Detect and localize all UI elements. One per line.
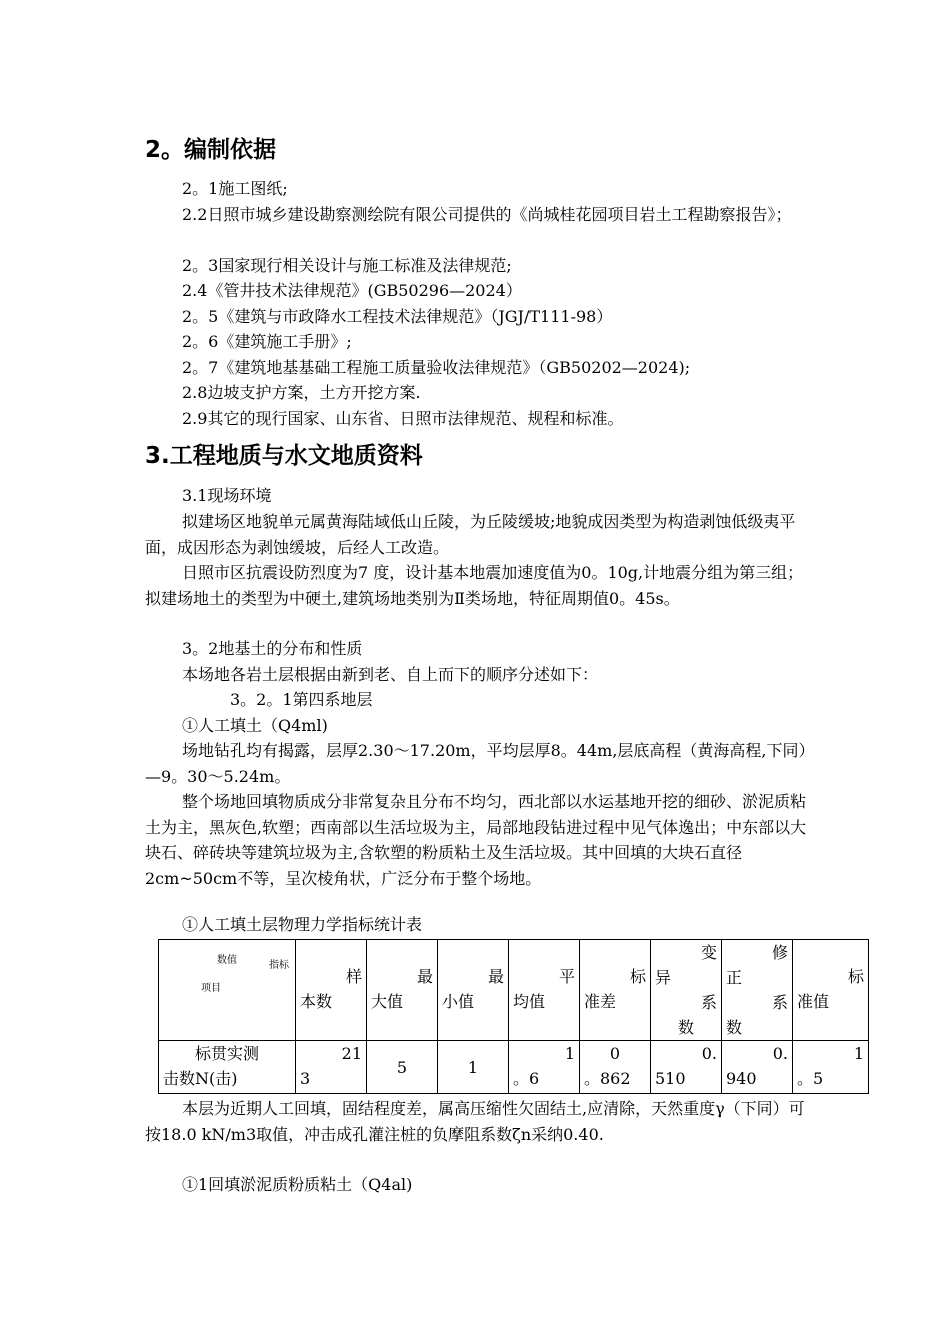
header-correction-coefficient: 修 正 系 数 xyxy=(722,940,793,1041)
header-mean-value: 平 均值 xyxy=(509,940,580,1041)
fill-soil-statistics-table xyxy=(158,939,869,1094)
cell-std-dev: 0 。862 xyxy=(580,1041,651,1094)
cell-sample-count: 21 3 xyxy=(296,1041,367,1094)
row-name-cell: 标贯实测 击数N(击) xyxy=(159,1041,296,1094)
header-corner-cell xyxy=(159,940,296,1041)
corner-value-label: 数值 xyxy=(217,955,237,966)
basis-item-2-4: 2.4《管井技术法律规范》(GB50296—2024） xyxy=(182,281,522,300)
soil-layers-intro: 本场地各岩土层根据由新到老、自上而下的顺序分述如下： xyxy=(182,665,599,684)
seismic-paragraph: 日照市区抗震设防烈度为7 度，设计基本地震加速度值为0。10g,计地震分组为第三组；拟建场地土的类型为中硬土,建筑场地类别为Ⅱ类场地，特征周期值0。45s。 xyxy=(145,563,804,608)
subsection-3-2-title: 3。2地基土的分布和性质 xyxy=(182,639,363,658)
header-min-value: 最 小值 xyxy=(438,940,509,1041)
section-2-title: 2。编制依据 xyxy=(145,137,277,163)
basis-item-2-3: 2。3国家现行相关设计与施工标准及法律规范; xyxy=(182,256,512,275)
table-row xyxy=(159,1041,869,1094)
subsection-3-2-1-title: 3。2。1第四系地层 xyxy=(230,690,373,709)
basis-item-2-9: 2.9其它的现行国家、山东省、日照市法律规范、规程和标准。 xyxy=(182,409,624,428)
section-3-title: 3.工程地质与水文地质资料 xyxy=(145,443,423,469)
basis-item-2-5: 2。5《建筑与市政降水工程技术法律规范》（JGJ/T111-98） xyxy=(182,307,613,326)
cell-variation-coefficient: 0. 510 xyxy=(651,1041,722,1094)
cell-min-value: 1 xyxy=(438,1041,509,1094)
corner-index-label: 指标 xyxy=(269,960,289,971)
cell-max-value: 5 xyxy=(367,1041,438,1094)
cell-correction-coefficient: 0. 940 xyxy=(722,1041,793,1094)
table-caption: ①人工填土层物理力学指标统计表 xyxy=(182,915,423,934)
header-sample-count: 样 本数 xyxy=(296,940,367,1041)
basis-item-2-7: 2。7《建筑地基基础工程施工质量验收法律规范》（GB50202—2024); xyxy=(182,358,691,377)
cell-standard-value: 1 。5 xyxy=(793,1041,869,1094)
basis-item-2-1: 2。1施工图纸; xyxy=(182,179,288,198)
layer-1-title: ①人工填土（Q4ml) xyxy=(182,716,328,735)
site-landform-paragraph: 拟建场区地貌单元属黄海陆域低山丘陵，为丘陵缓坡;地貌成因类型为构造剥蚀低级夷平面，成因形态为剥蚀缓坡，后经人工改造。 xyxy=(145,512,796,557)
table-header-row xyxy=(159,940,869,1041)
corner-item-label: 项目 xyxy=(201,983,221,994)
layer-1-thickness-paragraph: 场地钻孔均有揭露，层厚2.30～17.20m，平均层厚8。44m,层底高程（黄海高程,下同）—9。30～5.24m。 xyxy=(145,741,815,786)
layer-1-1-title: ①1回填淤泥质粉质粘土（Q4al) xyxy=(182,1175,413,1194)
cell-mean-value: 1 。6 xyxy=(509,1041,580,1094)
basis-item-2-8: 2.8边坡支护方案，土方开挖方案. xyxy=(182,383,421,402)
header-standard-value: 标 准值 xyxy=(793,940,869,1041)
header-max-value: 最 大值 xyxy=(367,940,438,1041)
layer-1-treatment-paragraph: 本层为近期人工回填，固结程度差，属高压缩性欠固结土,应清除，天然重度γ（下同）可按18.0 kN/m3取值，冲击成孔灌注桩的负摩阻系数ζn采纳0.40. xyxy=(145,1099,805,1144)
basis-item-2-2: 2.2日照市城乡建设勘察测绘院有限公司提供的《尚城桂花园项目岩土工程勘察报告》； xyxy=(182,205,792,224)
layer-1-composition-paragraph: 整个场地回填物质成分非常复杂且分布不均匀，西北部以水运基地开挖的细砂、淤泥质粘土为主，黑灰色,软塑；西南部以生活垃圾为主，局部地段钻进过程中见气体逸出；中东部以大块石、碎砖块等建筑垃圾为主,含软塑的粉质粘土及生活垃圾。其中回填的大块石直径2cm~50cm不等，呈次棱角状，广泛分布于整个场地。 xyxy=(145,792,807,888)
subsection-3-1-title: 3.1现场环境 xyxy=(182,486,272,505)
header-std-dev: 标 准差 xyxy=(580,940,651,1041)
header-variation-coefficient: 变 异 系 数 xyxy=(651,940,722,1041)
basis-item-2-6: 2。6《建筑施工手册》; xyxy=(182,332,352,351)
